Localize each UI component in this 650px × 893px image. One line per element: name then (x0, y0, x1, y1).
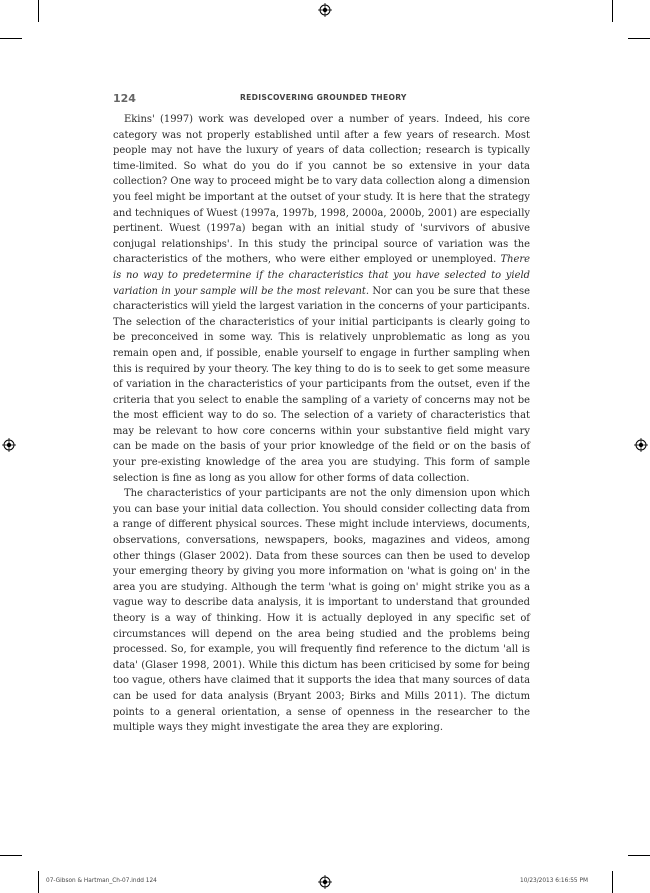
running-header (113, 92, 530, 106)
footer-file-info: 07-Gibson & Hartman_Ch-07.indd 124 (46, 878, 157, 884)
running-title: REDISCOVERING GROUNDED THEORY (240, 93, 407, 102)
body-text (113, 112, 530, 736)
registration-mark-icon (2, 438, 16, 452)
crop-mark (612, 871, 613, 893)
crop-mark (0, 855, 22, 856)
crop-mark (38, 871, 39, 893)
footer-timestamp: 10/23/2013 6:16:55 PM (520, 878, 588, 884)
paragraph: The characteristics of your participants are not the only dimension upon which you can base your initial data collection. You should consider collecting data from a range of different physical sources. These might include interviews, documents, observations, conversations, newspapers, books, magazines and videos, among other things (Glaser 2002). Data from these sources can then be used to develop your emerging theory by giving you more information on 'what is going on' in the area you are studying. Although the term 'what is going on' might strike you as a vague way to describe data analysis, it is important to understand that grounded theory is a way of thinking. How it is actually deployed in any specific set of circumstances will depend on the area being studied and the problems being processed. So, for example, you will frequently find reference to the dictum 'all is data' (Glaser 1998, 2001). While this dictum has been criticised by some for being too vague, others have claimed that it supports the idea that many sources of data can be used for data analysis (Bryant 2003; Birks and Mills 2011). The dictum points to a general orientation, a sense of openness in the researcher to the multiple ways they might investigate the area they are exploring. (113, 488, 530, 734)
crop-mark (612, 0, 613, 22)
crop-mark (38, 0, 39, 22)
emphasis-text: There is no way to predetermine if the characteristics that you have selected to yield variation in your sample will be the most relevant. (113, 254, 530, 297)
crop-mark (0, 38, 22, 39)
registration-mark-icon (318, 875, 332, 889)
paragraph: Ekins' (1997) work was developed over a number of years. Indeed, his core category was not properly established until after a few years of research. Most people may not have the luxury of years of data collection; research is typically time-limited. So what do you do if you cannot be so extensive in your data collection? One way to proceed might be to vary data collection along a dimension you feel might be important at the outset of your study. It is here that the strategy and techniques of Wuest (1997a, 1997b, 1998, 2000a, 2000b, 2001) are especially pertinent. Wuest (1997a) began with an initial study of 'survivors of abusive conjugal relationships'. In this study the principal source of variation was the characteristics of the mothers, who were either employed or unemployed. There is no way to predetermine if the characteristics that you have selected to yield variation in your sample will be the most relevant. Nor can you be sure that these characteristics will yield the largest variation in the concerns of your participants. The selection of the characteristics of your initial participants is clearly going to be preconceived in some way. This is relatively unproblematic as long as you remain open and, if possible, enable yourself to engage in further sampling when this is required by your theory. The key thing to do is to seek to get some measure of variation in the characteristics of your participants from the outset, even if the criteria that you select to enable the sampling of a variety of concerns may not be the most efficient way to do so. The selection of a variety of characteristics that may be relevant to how core concerns within your substantive field might vary can be made on the basis of your prior knowledge of the field or on the basis of your pre-existing knowledge of the area you are studying. This form of sample selection is fine as long as you allow for other forms of data collection. (113, 114, 530, 484)
registration-mark-icon (634, 438, 648, 452)
crop-mark (628, 38, 650, 39)
page-number: 124 (113, 92, 136, 105)
crop-mark (628, 855, 650, 856)
registration-mark-icon (318, 3, 332, 17)
